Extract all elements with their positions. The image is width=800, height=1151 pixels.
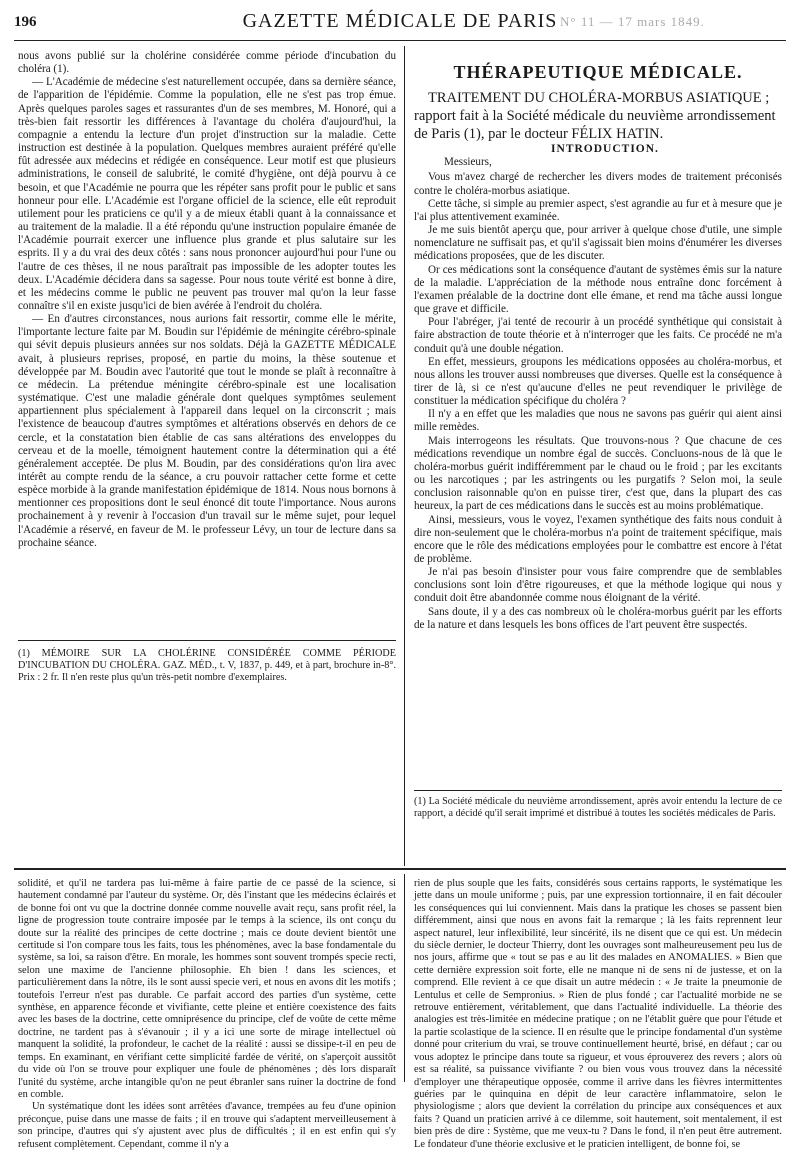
right-footnote-rule <box>414 790 782 791</box>
bottom-left-column <box>18 878 396 1150</box>
left-footnote <box>18 648 396 690</box>
right-paragraph: Je n'ai pas besoin d'insister pour vous faire comprendre que de semblables conclusions sont loin d'être rigoureuses, et que la méthode logique qui nous y conduit doit être abandonnée comme nous éloignant de la vérité. <box>414 566 782 605</box>
salutation: Messieurs, <box>444 156 492 169</box>
right-paragraph: Pour l'abréger, j'ai tenté de recourir à un procédé synthétique qui consistait à faire abstraction de toute théorie et à n'interroger que les faits. Ce procédé ne m'a conduit qu'à une double négation. <box>414 316 782 355</box>
header-rule <box>14 40 786 41</box>
right-footnote <box>414 796 782 840</box>
right-column <box>414 62 782 784</box>
bottom-left-paragraph: solidité, et qu'il ne tardera pas lui-même à faire partie de ce passé de la science, si hautement condamné par l'auteur du système. Or, dès l'instant que les médecins éclairés et de bonne foi ont vu que la doctrine donnée comme nouvelle avait reçu, sans profit réel, la ligne de progression toute contraire imposée par le temps à la science, ils ont conçu du doute sur la réalité des principes de cette doctrine ; mais ce doute devient bientôt une certitude si l'on compare tous les faits, tous les phénomènes, avec la base fondamentale du système, sa loi, sa raison d'être. En morale, les hommes sont souvent trompés specie recti, selon une maxime de l'ancienne philosophie. Eh bien ! dans les sciences, et particulièrement dans la nôtre, ils le sont aussi specie veri, et nous en avons dit les motifs ; toutefois l'erreur n'est pas durable. Ce parfait accord des parties d'un système, cette synthèse, en apparence féconde et vivifiante, cette pleine et entière coexistence des faits avec les bases de la doctrine, cette omniprésence du principe, clef de voûte de cette même doctrine, ne tardent pas à s'évanouir ; il y a ici une sorte de mirage intellectuel où manquent la solidité, la profondeur, le cachet de la réalité : aussi se dissipe-t-il en peu de temps. En examinant, en vérifiant cette simplicité fardée de vérité, on s'aperçoit aussitôt du vide où l'on se trouve pour expliquer une foule de phénomènes ; dès lors disparaît l'unité du système, arche intangible qu'on ne peut ébranler sans ruiner la doctrine de fond en comble. <box>18 878 396 1100</box>
right-paragraph: Je me suis bientôt aperçu que, pour arriver à quelque chose d'utile, une simple nomenclature ne suffisait pas, et qu'il s'agissait bien moins d'énumérer les diverses médications proposées, que de les discuter. <box>414 224 782 263</box>
journal-title: GAZETTE MÉDICALE DE PARIS <box>242 10 558 32</box>
left-footnote-text: (1) MÉMOIRE SUR LA CHOLÉRINE CONSIDÉRÉE COMME PÉRIODE D'INCUBATION DU CHOLÉRA. GAZ. MÉD., t. V, 1837, p. 449, et à part, brochure in-8°. Prix : 2 fr. Il n'en reste plus qu'un très-petit nombre d'exemplaires. <box>18 648 396 684</box>
left-column <box>18 50 396 634</box>
left-footnote-rule <box>18 640 396 641</box>
bottom-column-divider <box>404 874 405 1082</box>
page-number: 196 <box>14 14 37 30</box>
page-header <box>0 0 800 38</box>
right-paragraph: En effet, messieurs, groupons les médications opposées au choléra-morbus, et nous allons les trouver aussi nombreuses que diverses. Quelle est la conséquence à tirer de là, si ce n'est qu'aucune d'elles ne peut revendiquer le privilège de constituer la médication spécifique du choléra ? <box>414 355 782 408</box>
bottom-separator <box>14 868 786 870</box>
right-paragraph: Il n'y a en effet que les maladies que nous ne savons pas guérir qui aient ainsi mille remèdes. <box>414 408 782 434</box>
bottom-left-paragraph: Un systématique dont les idées sont arrêtées d'avance, trempées au feu d'une opinion préconçue, puise dans une masse de faits ; il en trouve qui s'adaptent merveilleusement à son principe, d'autres qui s'y ajustent avec plus de difficultés ; il en est enfin qui s'y refusent complètement. Cependant, comme il n'y a <box>18 1101 396 1150</box>
intro-heading: INTRODUCTION. <box>551 143 659 156</box>
left-paragraph: nous avons publié sur la cholérine considérée comme période d'incubation du choléra (1). <box>18 50 396 76</box>
right-footnote-text: (1) La Société médicale du neuvième arrondissement, après avoir entendu la lecture de ce rapport, a décidé qu'il serait imprimé et distribué à toutes les sociétés médicales de Paris. <box>414 796 782 820</box>
issue-ghost-text: N° 11 — 17 mars 1849. <box>560 14 705 29</box>
column-divider <box>404 46 405 866</box>
left-paragraph: — En d'autres circonstances, nous aurions fait ressortir, comme elle le mérite, l'importante lecture faite par M. Boudin sur l'épidémie de méningite cérébro-spinale qui sévit depuis plusieurs années sur nos soldats. Déjà la GAZETTE MÉDICALE avait, à plusieurs reprises, proposé, en partie du moins, la thèse soutenue et développée par M. Boudin avec l'autorité que tout le monde se plaît à reconnaître à ce médecin. La prétendue méningite cérébro-spinale est une localisation systématique. C'est une maladie générale dont quelques symptômes seulement appartiennent plus spécialement à l'appareil dans lequel on la circonscrit ; mais l'existence de beaucoup d'autres symptômes et altérations observés en dehors de ce cercle, et la constatation bien établie de cas sans altérations des enveloppes du cerveau et de la moelle, témoignent hautement contre la détermination qui a été généralement acceptée. De plus M. Boudin, par des considérations qu'on lira avec intérêt au compte rendu de la séance, a cru pouvoir rattacher cette forme et cette espèce morbide à la grande manifestation épidémique de 1814. Nous nous bornons à mentionner ces propositions dont le seul énoncé dit toute l'importance. Nous aurons prochainement à y revenir à l'occasion d'un travail sur le même sujet, pour lequel l'Académie a réservé, en faveur de M. le professeur Lévy, un tour de lecture dans sa prochaine séance. <box>18 313 396 549</box>
left-paragraph: — L'Académie de médecine s'est naturellement occupée, dans sa dernière séance, de l'apparition de l'épidémie. Comme la population, elle ne s'est pas trop émue. Après quelques paroles sages et rassurantes d'un de ses membres, M. Honoré, qui a très-bien fait ressortir les différences à l'avantage du choléra d'aujourd'hui, la compagnie a entendu la lecture d'un projet d'instruction sur la maladie. Cette instruction est destinée à la population. Quelques membres auraient préféré qu'elle fût adressée aux médecins et rédigée en conséquence. Leur motif est que plusieurs administrations, le conseil de salubrité, le comité d'hygiène, ont déjà pourvu à ce besoin, et que l'Académie ne pourra que les répéter sans profit pour le public et sans honneur pour elle. L'Académie est l'organe officiel de la science, elle eût reproduit utilement pour les praticiens ce qu'il y a de mieux établi quant à la connaissance et au traitement de la maladie. Il a été répondu qu'une instruction populaire émanée de l'Académie pourrait exercer une influence plus grande et plus salutaire sur les esprits. Il y a du vrai des deux côtés : sans nous prononcer aujourd'hui pour l'une ou l'autre de ces thèses, il ne nous paraîtrait pas impossible de les adopter toutes les deux. L'Académie décidera dans sa sagesse. Pour nous toute vérité est bonne à dire, et les médecins comme le public ne peuvent pas trouver mal qu'on la leur fasse connaître s'il en existe jusqu'ici de bien avérée à l'endroit du choléra. <box>18 76 396 312</box>
article-title: TRAITEMENT DU CHOLÉRA-MORBUS ASIATIQUE ; rapport fait à la Société médicale du neuvième arrondissement de Paris (1), par le docteur FÉLIX HATIN. <box>414 90 776 143</box>
section-title: THÉRAPEUTIQUE MÉDICALE. <box>453 62 743 82</box>
bottom-right-column <box>414 878 782 1150</box>
right-paragraph: Vous m'avez chargé de rechercher les divers modes de traitement préconisés contre le choléra-morbus asiatique. <box>414 171 782 197</box>
right-paragraph: Cette tâche, si simple au premier aspect, s'est agrandie au fur et à mesure que je l'ai plus attentivement examinée. <box>414 197 782 223</box>
bottom-right-paragraph: rien de plus souple que les faits, considérés sous certains rapports, le systématique les jette dans un moule uniforme ; puis, par une expression tortionnaire, il en fait découler les conséquences qui lui conviennent. Mais dans la pratique les choses se passent bien différemment, ainsi que nous en avons fait la remarque ; là les faits reprennent leur aspect naturel, leur inflexibilité, leur sincérité, ils ne disent que ce qui est. Un médecin du siècle dernier, le docteur Thierry, dont les ouvrages sont malheureusement peu lus de nos jours, affirme que « tout se pas e au lit des malades en ANOMALIES. » Bien que cette dernière expression soit forte, elle ne manque ni de sens ni de justesse, et on la comprend. Elle revient à ce que disait un autre médecin : « Je traite la pneumonie de Lentulus et celle de Sempronius. » Rien de plus fondé ; car l'actualité morbide ne se retrouve entièrement, véritablement, que dans l'actualité individuelle. La théorie des analogies est très-limitée en médecine pratique ; on ne l'établit guère que pour l'étude et la partie scolastique de la science. Il en résulte que le principe fondamental d'un système donné pour criterium du vrai, se trouve continuellement heurté, brisé, en défaut ; car ou vous adoptez le principe dans toute sa rigueur, et vous éprouverez des revers ; alors où est sa réalité, sa puissance vivifiante ? ou bien vous vous trouvez dans la nécessité d'employer une thérapeutique opposée, comme il arrive dans les fièvres intermittentes guéries par le quinquina en dépit de leur caractère inflammatoire, selon le physiologisme ; alors que devient la corrélation du principe aux conséquences et aux faits ? Quand un praticien arrivé à ce dilemme, soit hautement, soit mentalement, il est bien près de dire : Système, que me veux-tu ? Dans le fond, il n'en peut être autrement. Le fondateur d'une théorie exclusive et le praticien intelligent, de bonne foi, se <box>414 878 782 1150</box>
right-paragraph: Or ces médications sont la conséquence d'autant de systèmes émis sur la nature de la maladie. L'appréciation de la méthode nous entraîne donc forcément à l'examen préalable de la doctrine dont elle émane, et rend ma tâche aussi longue que grave et difficile. <box>414 263 782 316</box>
right-paragraph: Mais interrogeons les résultats. Que trouvons-nous ? Que chacune de ces médications revendique un nombre égal de succès. Concluons-nous de là que le choléra-morbus guérit indifféremment par le chaud ou le froid ; par les excitants ou les narcotiques ; par les astringents ou les purgatifs ? Selon moi, la seule conclusion raisonnable qu'on en puisse tirer, c'est que, dans la plupart des cas heureux, la part de ces médications dans le succès est au moins problématique. <box>414 434 782 513</box>
right-paragraph: Sans doute, il y a des cas nombreux où le choléra-morbus guérit par les efforts de la nature et dans lesquels les bons offices de l'art peuvent être suspectés. <box>414 605 782 631</box>
right-paragraph: Ainsi, messieurs, vous le voyez, l'examen synthétique des faits nous conduit à dire non-seulement que le choléra-morbus n'a point de traitement spécifique, mais encore que le rôle des médications employées pour le combattre est encore à l'état de problème. <box>414 513 782 565</box>
